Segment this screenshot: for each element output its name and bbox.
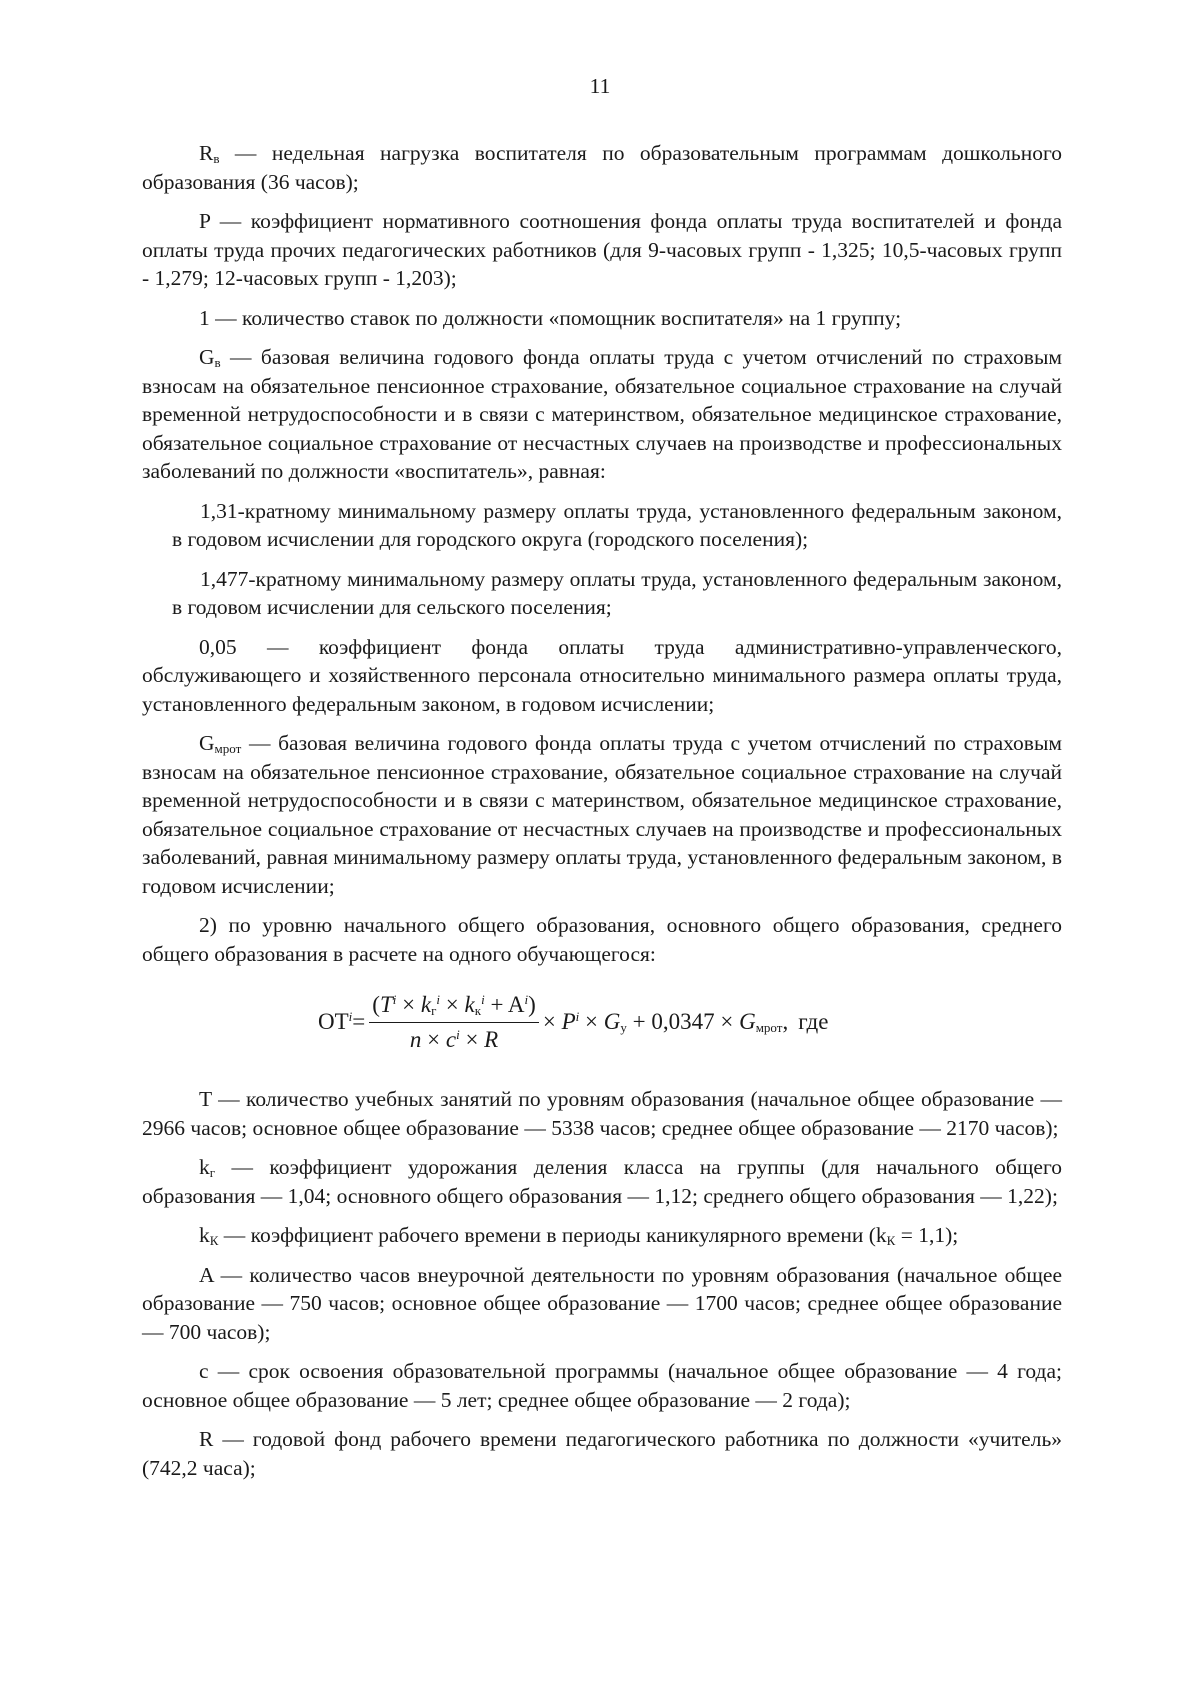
paragraph-gmrot: $G_{мрот}$ — базовая величина годового фонда оплаты труда с учетом отчислений по страховым взносам на обязательное пенсионное страхование, обязательное социальное страхование на случай временной нетрудоспособности и в связи с материнством, обязательное медицинское страхование, обязательное социальное страхование от несчастных случаев на производстве и профессиональных заболеваний, равная минимальному размеру оплаты труда, установленного федеральным законом, в годовом исчислении;	[142, 731, 1062, 898]
paragraph-r: R — годовой фонд рабочего времени педагогического работника по должности «учитель» (742,2 часа);	[142, 1427, 1062, 1480]
paragraph-gv: $G_в$ — базовая величина годового фонда оплаты труда с учетом отчислений по страховым взносам на обязательное пенсионное страхование, обязательное социальное страхование на случай временной нетрудоспособности и в связи с материнством, обязательное медицинское страхование, обязательное социальное страхование от несчастных случаев на производстве и профессиональных заболеваний по должности «воспитатель», равная:	[142, 345, 1062, 483]
formula-fraction	[369, 990, 539, 1055]
paragraph-a: A — количество часов внеурочной деятельности по уровням образования (начальное общее образование — 750 часов; основное общее образование — 1700 часов; среднее общее образование — 700 часов);	[142, 1262, 1062, 1344]
paragraph-rv: $R_в$ — недельная нагрузка воспитателя по образовательным программам дошкольного образования (36 часов);	[142, 141, 1062, 194]
paragraph-kk: $k_К$ — коэффициент рабочего времени в периоды каникулярного времени $(k_К = 1,1)$;	[199, 1223, 959, 1248]
document-body	[142, 139, 1062, 1493]
paragraph-assistant-rates: 1 — количество ставок по должности «помощник воспитателя» на 1 группу;	[199, 305, 902, 330]
formula-lhs: $OT^i$	[318, 1008, 353, 1034]
formula-denominator: $n \times c^i \times R$	[409, 1026, 499, 1052]
paragraph-urban-multiplier: 1,31-кратному минимальному размеру оплаты труда, установленного федеральным законом, в годовом исчислении для городского округа (городского поселения);	[172, 498, 1062, 551]
paragraph-p-coefficient: P — коэффициент нормативного соотношения фонда оплаты труда воспитателей и фонда оплаты труда прочих педагогических работников (для 9-часовых групп - 1,325; 10,5-часовых групп - 1,279; 12-часовых групп - 1,203);	[142, 209, 1062, 290]
formula-block	[142, 979, 1062, 1065]
paragraph-rural-multiplier: 1,477-кратному минимальному размеру оплаты труда, установленного федеральным законом, в годовом исчислении для сельского поселения;	[172, 566, 1062, 619]
paragraph-t: T — количество учебных занятий по уровням образования (начальное общее образование — 2966 часов; основное общее образование — 5338 часов; среднее общее образование — 2170 часов);	[142, 1087, 1062, 1140]
formula: $OT^i$ = $\frac{(T^i \times k_г^i \times k_к^i + A^i)}{n \times c^i \times R}$ × $P^i \times G_у + 0,0347 \times G_{мрот}$, где	[318, 983, 828, 1061]
paragraph-c: c — срок освоения образовательной программы (начальное общее образование — 4 года; основное общее образование — 5 лет; среднее общее образование — 2 года);	[142, 1359, 1062, 1412]
formula-numerator: $(T^i \times k_г^i \times k_к^i + A^i)$	[369, 990, 539, 1023]
formula-tail: × $P^i \times G_у + 0,0347 \times G_{мрот}$,	[542, 1008, 789, 1035]
paragraph-admin-coefficient: 0,05 — коэффициент фонда оплаты труда административно-управленческого, обслуживающего и хозяйственного персонала относительно минимального размера оплаты труда, установленного федеральным законом, в годовом исчислении;	[142, 634, 1062, 716]
page-number: 11	[589, 74, 611, 98]
paragraph-general-education: 2) по уровню начального общего образования, основного общего образования, среднего общего образования в расчете на одного обучающегося:	[142, 913, 1062, 966]
formula-where: где	[798, 1008, 829, 1034]
paragraph-kg: $k_г$ — коэффициент удорожания деления класса на группы (для начального общего образования — 1,04; основного общего образования — 1,12; среднего общего образования — 1,22);	[142, 1155, 1062, 1208]
